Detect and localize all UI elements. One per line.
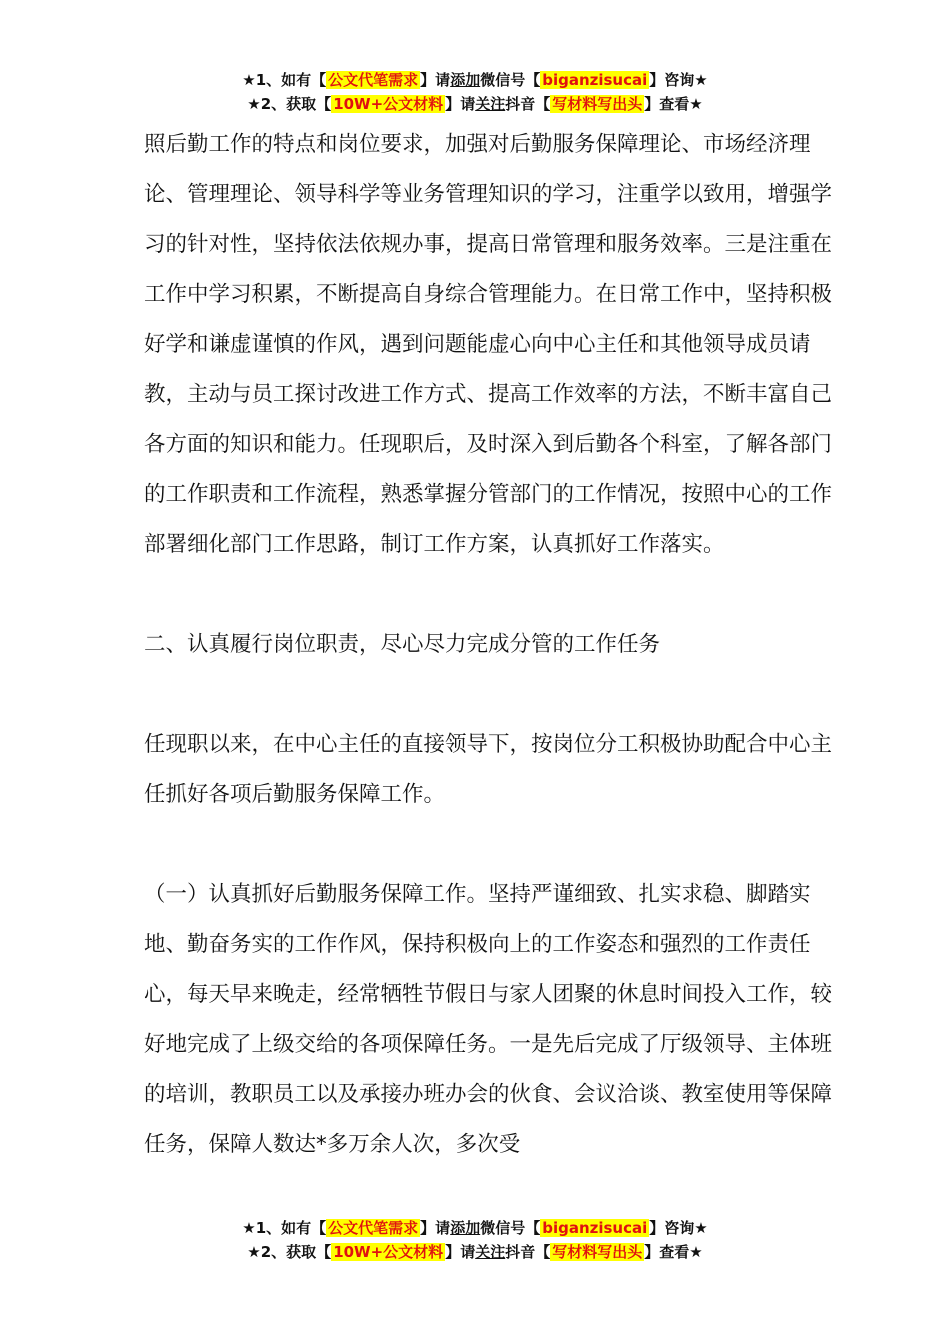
body-paragraph: 照后勤工作的特点和岗位要求，加强对后勤服务保障理论、市场经济理论、管理理论、领导科学等业务管理知识的学习，注重学以致用，增强学习的针对性，坚持依法依规办事，提高日常管理和服务效率。三是注重在工作中学习积累，不断提高自身综合管理能力。在日常工作中，坚持积极好学和谦虚谨慎的作风，遇到问题能虚心向中心主任和其他领导成员请教，主动与员工探讨改进工作方式、提高工作效率的方法，不断丰富自己各方面的知识和能力。任现职后，及时深入到后勤各个科室，了解各部门的工作职责和工作流程，熟悉掌握分管部门的工作情况，按照中心的工作部署细化部门工作思路，制订工作方案，认真抓好工作落实。 [144, 132, 833, 557]
highlight-text: 写材料写出头 [552, 95, 643, 113]
header-banner [0, 68, 950, 116]
section-heading: 二、认真履行岗位职责，尽心尽力完成分管的工作任务 [144, 632, 661, 657]
banner-line-2: ★2、获取【 10W+公文材料 】请关注抖音【 写材料写出头 】查看★ [247, 95, 703, 113]
highlight-text: biganzisucai [542, 71, 648, 89]
highlight-text: 公文代笔需求 [328, 1219, 419, 1237]
footer-banner [0, 1216, 950, 1264]
banner-line-1: ★1、如有【 公文代笔需求 】请添加微信号【 biganzisucai 】咨询★ [242, 71, 708, 89]
banner-line-2: ★2、获取【 10W+公文材料 】请关注抖音【 写材料写出头 】查看★ [247, 1243, 703, 1261]
highlight-text: 公文代笔需求 [328, 71, 419, 89]
highlight-text: 10W+公文材料 [333, 95, 444, 113]
highlight-text: 10W+公文材料 [333, 1243, 444, 1261]
body-paragraph: （一）认真抓好后勤服务保障工作。坚持严谨细致、扎实求稳、脚踏实地、勤奋务实的工作作风，保持积极向上的工作姿态和强烈的工作责任心，每天早来晚走，经常牺牲节假日与家人团聚的休息时间投入工作，较好地完成了上级交给的各项保障任务。一是先后完成了厅级领导、主体班的培训，教职员工以及承接办班办会的伙食、会议洽谈、教室使用等保障任务，保障人数达*多万余人次，多次受 [144, 882, 833, 1157]
highlight-text: 写材料写出头 [552, 1243, 643, 1261]
banner-line-1: ★1、如有【 公文代笔需求 】请添加微信号【 biganzisucai 】咨询★ [242, 1219, 708, 1237]
document-body [144, 120, 834, 1170]
body-paragraph: 任现职以来，在中心主任的直接领导下，按岗位分工积极协助配合中心主任抓好各项后勤服务保障工作。 [144, 732, 833, 807]
highlight-text: biganzisucai [542, 1219, 648, 1237]
